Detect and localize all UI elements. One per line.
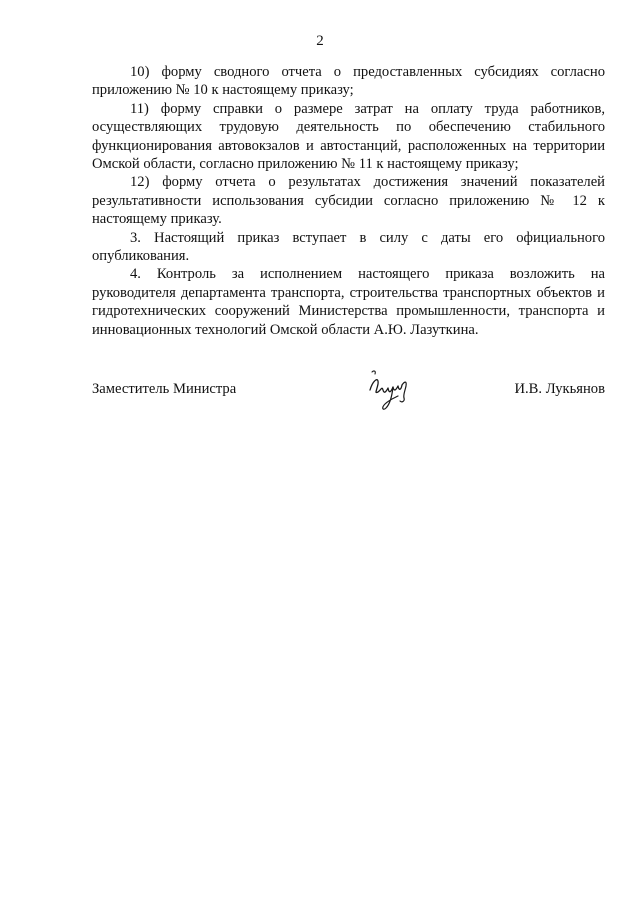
- document-body: [92, 63, 605, 339]
- paragraph-item-12: 12) форму отчета о результатах достижения значений показателей результативности использования субсидии согласно приложению № 12 к настоящему приказу.: [92, 174, 605, 228]
- handwritten-signature-icon: [364, 368, 416, 416]
- paragraph-item-10: 10) форму сводного отчета о предоставленных субсидиях согласно приложению № 10 к настоящему приказу;: [92, 64, 605, 99]
- paragraph-clause-3: 3. Настоящий приказ вступает в силу с даты его официального опубликования.: [92, 229, 605, 265]
- page-number: 2: [316, 33, 324, 49]
- signature-block: [92, 368, 605, 418]
- signer-name: И.В. Лукьянов: [514, 381, 605, 397]
- signer-position: Заместитель Министра: [92, 381, 237, 397]
- paragraph-clause-4: 4. Контроль за исполнением настоящего приказа возложить на руководителя департамента транспорта, строительства транспортных объектов и гидротехнических сооружений Министерства промышленности, транспорта и инновационных технологий Омской области А.Ю. Лазуткина.: [92, 266, 605, 338]
- paragraph-item-11: 11) форму справки о размере затрат на оплату труда работников, осуществляющих трудовую деятельность по обеспечению стабильного функционирования автовокзалов и автостанций, расположенных на территории Омской области, согласно приложению № 11 к настоящему приказу;: [92, 100, 605, 173]
